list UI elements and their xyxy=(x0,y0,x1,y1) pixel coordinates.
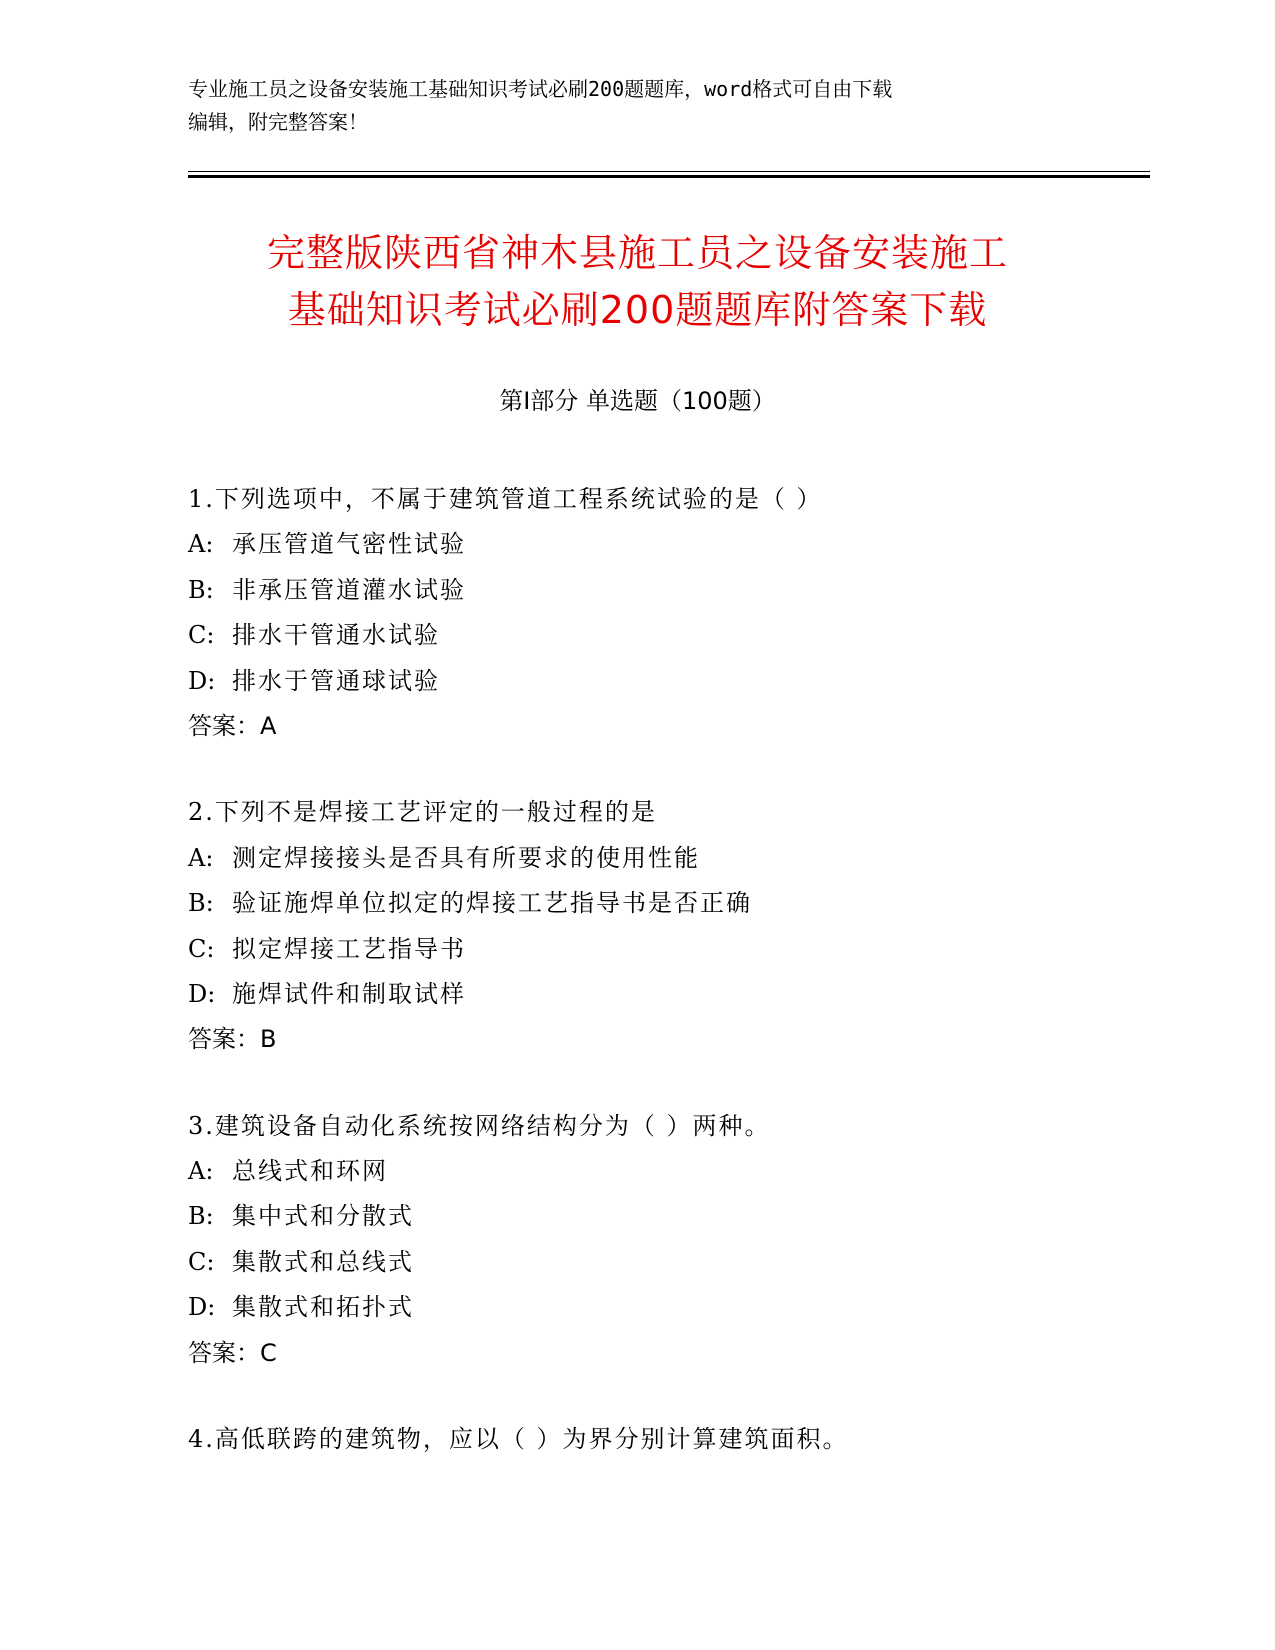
option-letter: A: xyxy=(188,530,214,559)
question-answer: 答案：A xyxy=(188,711,277,740)
option-text: 集散式和拓扑式 xyxy=(232,1293,414,1322)
option-letter: D: xyxy=(188,666,216,695)
option-letter: A: xyxy=(188,843,214,872)
question-option-a xyxy=(188,522,1128,567)
document-title xyxy=(150,225,1125,339)
option-text: 承压管道气密性试验 xyxy=(232,530,466,559)
question-option-c xyxy=(188,927,1128,972)
question-option-c xyxy=(188,613,1128,658)
section-title: 第Ⅰ部分 单选题（100题） xyxy=(499,387,776,415)
question-stem: 1.下列选项中，不属于建筑管道工程系统试验的是（ ） xyxy=(188,485,823,513)
question-stem: 2.下列不是焊接工艺评定的一般过程的是 xyxy=(188,798,657,827)
option-letter: B: xyxy=(188,575,214,604)
question-3 xyxy=(188,1104,1128,1376)
question-answer: 答案：B xyxy=(188,1025,277,1054)
option-text: 非承压管道灌水试验 xyxy=(232,575,466,604)
option-letter: C: xyxy=(188,621,215,650)
option-letter: B: xyxy=(188,889,214,918)
question-option-a xyxy=(188,836,1128,881)
option-letter: D: xyxy=(188,979,216,1008)
question-option-d xyxy=(188,972,1128,1017)
question-4 xyxy=(188,1417,1128,1462)
option-text: 施焊试件和制取试样 xyxy=(232,979,466,1008)
option-letter: C: xyxy=(188,934,215,963)
option-text: 拟定焊接工艺指导书 xyxy=(232,934,466,963)
question-option-b xyxy=(188,568,1128,613)
question-option-d xyxy=(188,1285,1128,1330)
question-1 xyxy=(188,477,1128,749)
question-option-c xyxy=(188,1240,1128,1285)
question-option-d xyxy=(188,659,1128,704)
option-text: 排水于管通球试验 xyxy=(232,666,440,695)
question-answer: 答案：C xyxy=(188,1338,277,1367)
option-text: 测定焊接接头是否具有所要求的使用性能 xyxy=(232,843,700,872)
document-header-note xyxy=(188,73,1088,139)
header-divider-thick xyxy=(188,175,1150,178)
document-title-line-2: 基础知识考试必刷200题题库附答案下载 xyxy=(287,288,988,332)
header-divider-thin xyxy=(188,171,1150,172)
option-text: 验证施焊单位拟定的焊接工艺指导书是否正确 xyxy=(232,889,752,918)
header-note-line-2: 编辑，附完整答案！ xyxy=(188,110,368,134)
question-list xyxy=(188,477,1128,1503)
question-2 xyxy=(188,790,1128,1062)
question-stem: 4.高低联跨的建筑物，应以（ ）为界分别计算建筑面积。 xyxy=(188,1425,849,1454)
option-letter: D: xyxy=(188,1293,216,1322)
option-letter: A: xyxy=(188,1157,214,1186)
option-text: 集散式和总线式 xyxy=(232,1247,414,1276)
option-letter: C: xyxy=(188,1247,215,1276)
question-option-a xyxy=(188,1149,1128,1194)
document-title-line-1: 完整版陕西省神木县施工员之设备安装施工 xyxy=(266,231,1008,275)
question-option-b xyxy=(188,881,1128,926)
option-letter: B: xyxy=(188,1202,214,1231)
question-stem: 3.建筑设备自动化系统按网络结构分为（ ）两种。 xyxy=(188,1111,771,1140)
option-text: 集中式和分散式 xyxy=(232,1202,414,1231)
header-note-line-1: 专业施工员之设备安装施工基础知识考试必刷200题题库，word格式可自由下载 xyxy=(188,77,893,101)
question-option-b xyxy=(188,1194,1128,1239)
option-text: 排水干管通水试验 xyxy=(232,621,440,650)
option-text: 总线式和环网 xyxy=(232,1157,388,1186)
